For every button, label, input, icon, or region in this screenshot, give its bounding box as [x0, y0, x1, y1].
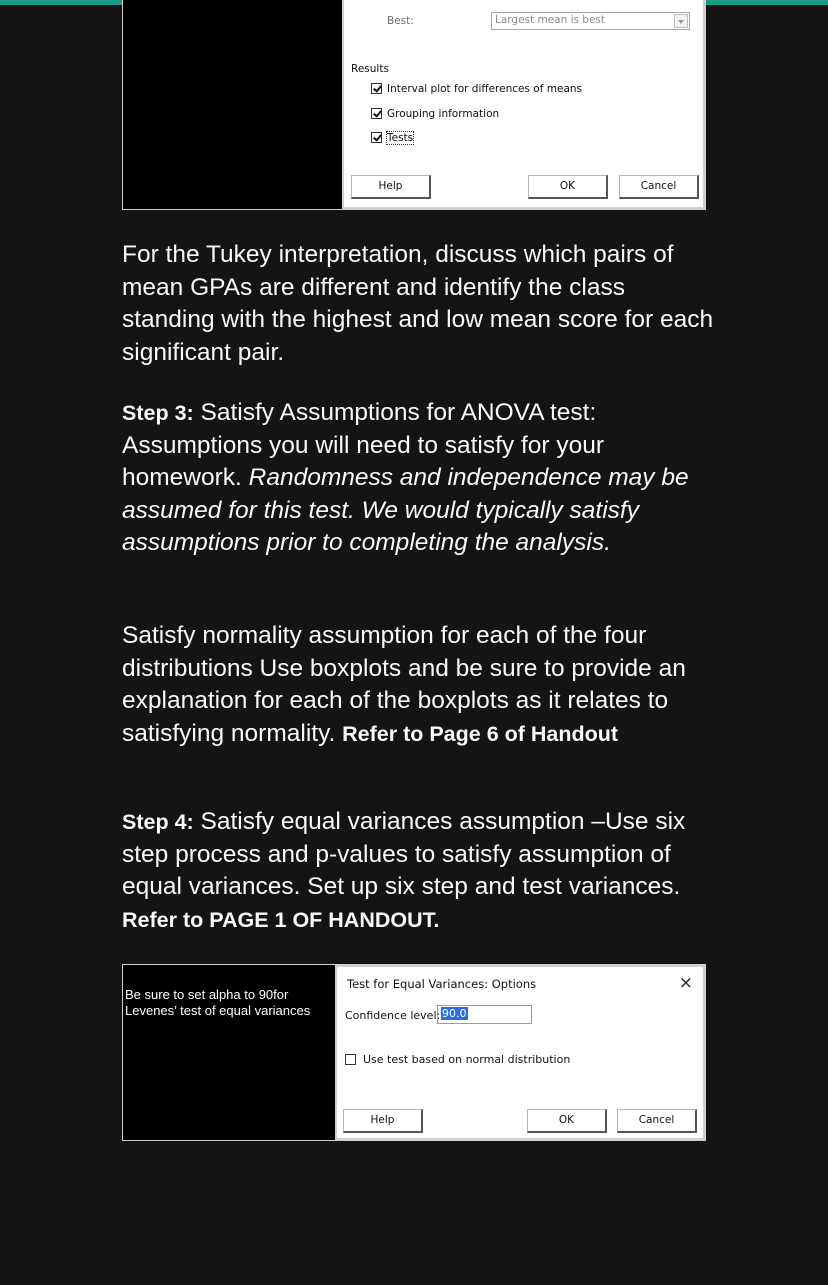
normal-distribution-checkbox[interactable] [345, 1054, 356, 1065]
comparisons-dialog [342, 0, 705, 209]
grouping-info-checkbox[interactable] [371, 108, 382, 119]
step3-label: Step 3: [122, 401, 194, 425]
step3-text: Satisfy Assumptions for ANOVA test: Assumptions you will need to satisfy for your homework. [122, 399, 605, 491]
step3-paragraph [122, 397, 722, 560]
step4-reference: Refer to PAGE 1 OF HANDOUT. [122, 907, 440, 932]
chevron-down-icon[interactable] [674, 14, 688, 28]
confidence-level-value: 90.0 [442, 1007, 467, 1020]
help-button[interactable]: Help [351, 175, 431, 199]
interval-plot-checkbox[interactable] [371, 83, 382, 94]
best-select-value: Largest mean is best [495, 14, 606, 26]
results-label: Results [351, 63, 389, 75]
step4-label: Step 4: [122, 810, 194, 834]
cancel-button[interactable]: Cancel [619, 175, 699, 199]
step4-paragraph [122, 806, 722, 936]
normality-reference: Refer to Page 6 of Handout [342, 721, 619, 746]
tests-checkbox[interactable] [371, 132, 382, 143]
best-label: Best: [387, 15, 414, 27]
close-icon[interactable]: × [678, 973, 693, 993]
equal-variances-screenshot [122, 964, 706, 1141]
normality-paragraph [122, 620, 722, 750]
best-select[interactable] [491, 12, 690, 30]
tests-label[interactable]: Tests [387, 132, 414, 144]
confidence-level-input[interactable] [437, 1005, 532, 1024]
step4-text: Satisfy equal variances assumption –Use six step process and p-values to satisfy assumption of equal variances. Set up six step and test variances. [122, 808, 686, 900]
equal-variances-options-dialog [335, 965, 705, 1140]
grouping-info-label[interactable]: Grouping information [387, 108, 500, 120]
tukey-options-screenshot [122, 0, 706, 210]
normality-text: Satisfy normality assumption for each of the four distributions Use boxplots and be sure to provide an explanation for each of the boxplots as it relates to satisfying normality. [122, 622, 686, 747]
ok-button[interactable]: OK [527, 1109, 607, 1133]
cancel-button[interactable]: Cancel [617, 1109, 697, 1133]
black-pane [123, 0, 341, 209]
alpha-note: Be sure to set alpha to 90for Levenes’ test of equal variances [125, 987, 311, 1018]
help-button[interactable]: Help [343, 1109, 423, 1133]
step3-italic-text: Randomness and independence may be assumed for this test. We would typically satisfy assumptions prior to completing the analysis. [122, 464, 689, 556]
dialog-title: Test for Equal Variances: Options [347, 977, 537, 991]
interval-plot-label[interactable]: Interval plot for differences of means [387, 83, 583, 95]
normal-distribution-label[interactable]: Use test based on normal distribution [363, 1053, 571, 1066]
confidence-level-label: Confidence level: [345, 1009, 441, 1022]
tukey-interpretation-paragraph: For the Tukey interpretation, discuss which pairs of mean GPAs are different and identify the class standing with the highest and low mean score for each significant pair. [122, 241, 714, 366]
ok-button[interactable]: OK [528, 175, 608, 199]
